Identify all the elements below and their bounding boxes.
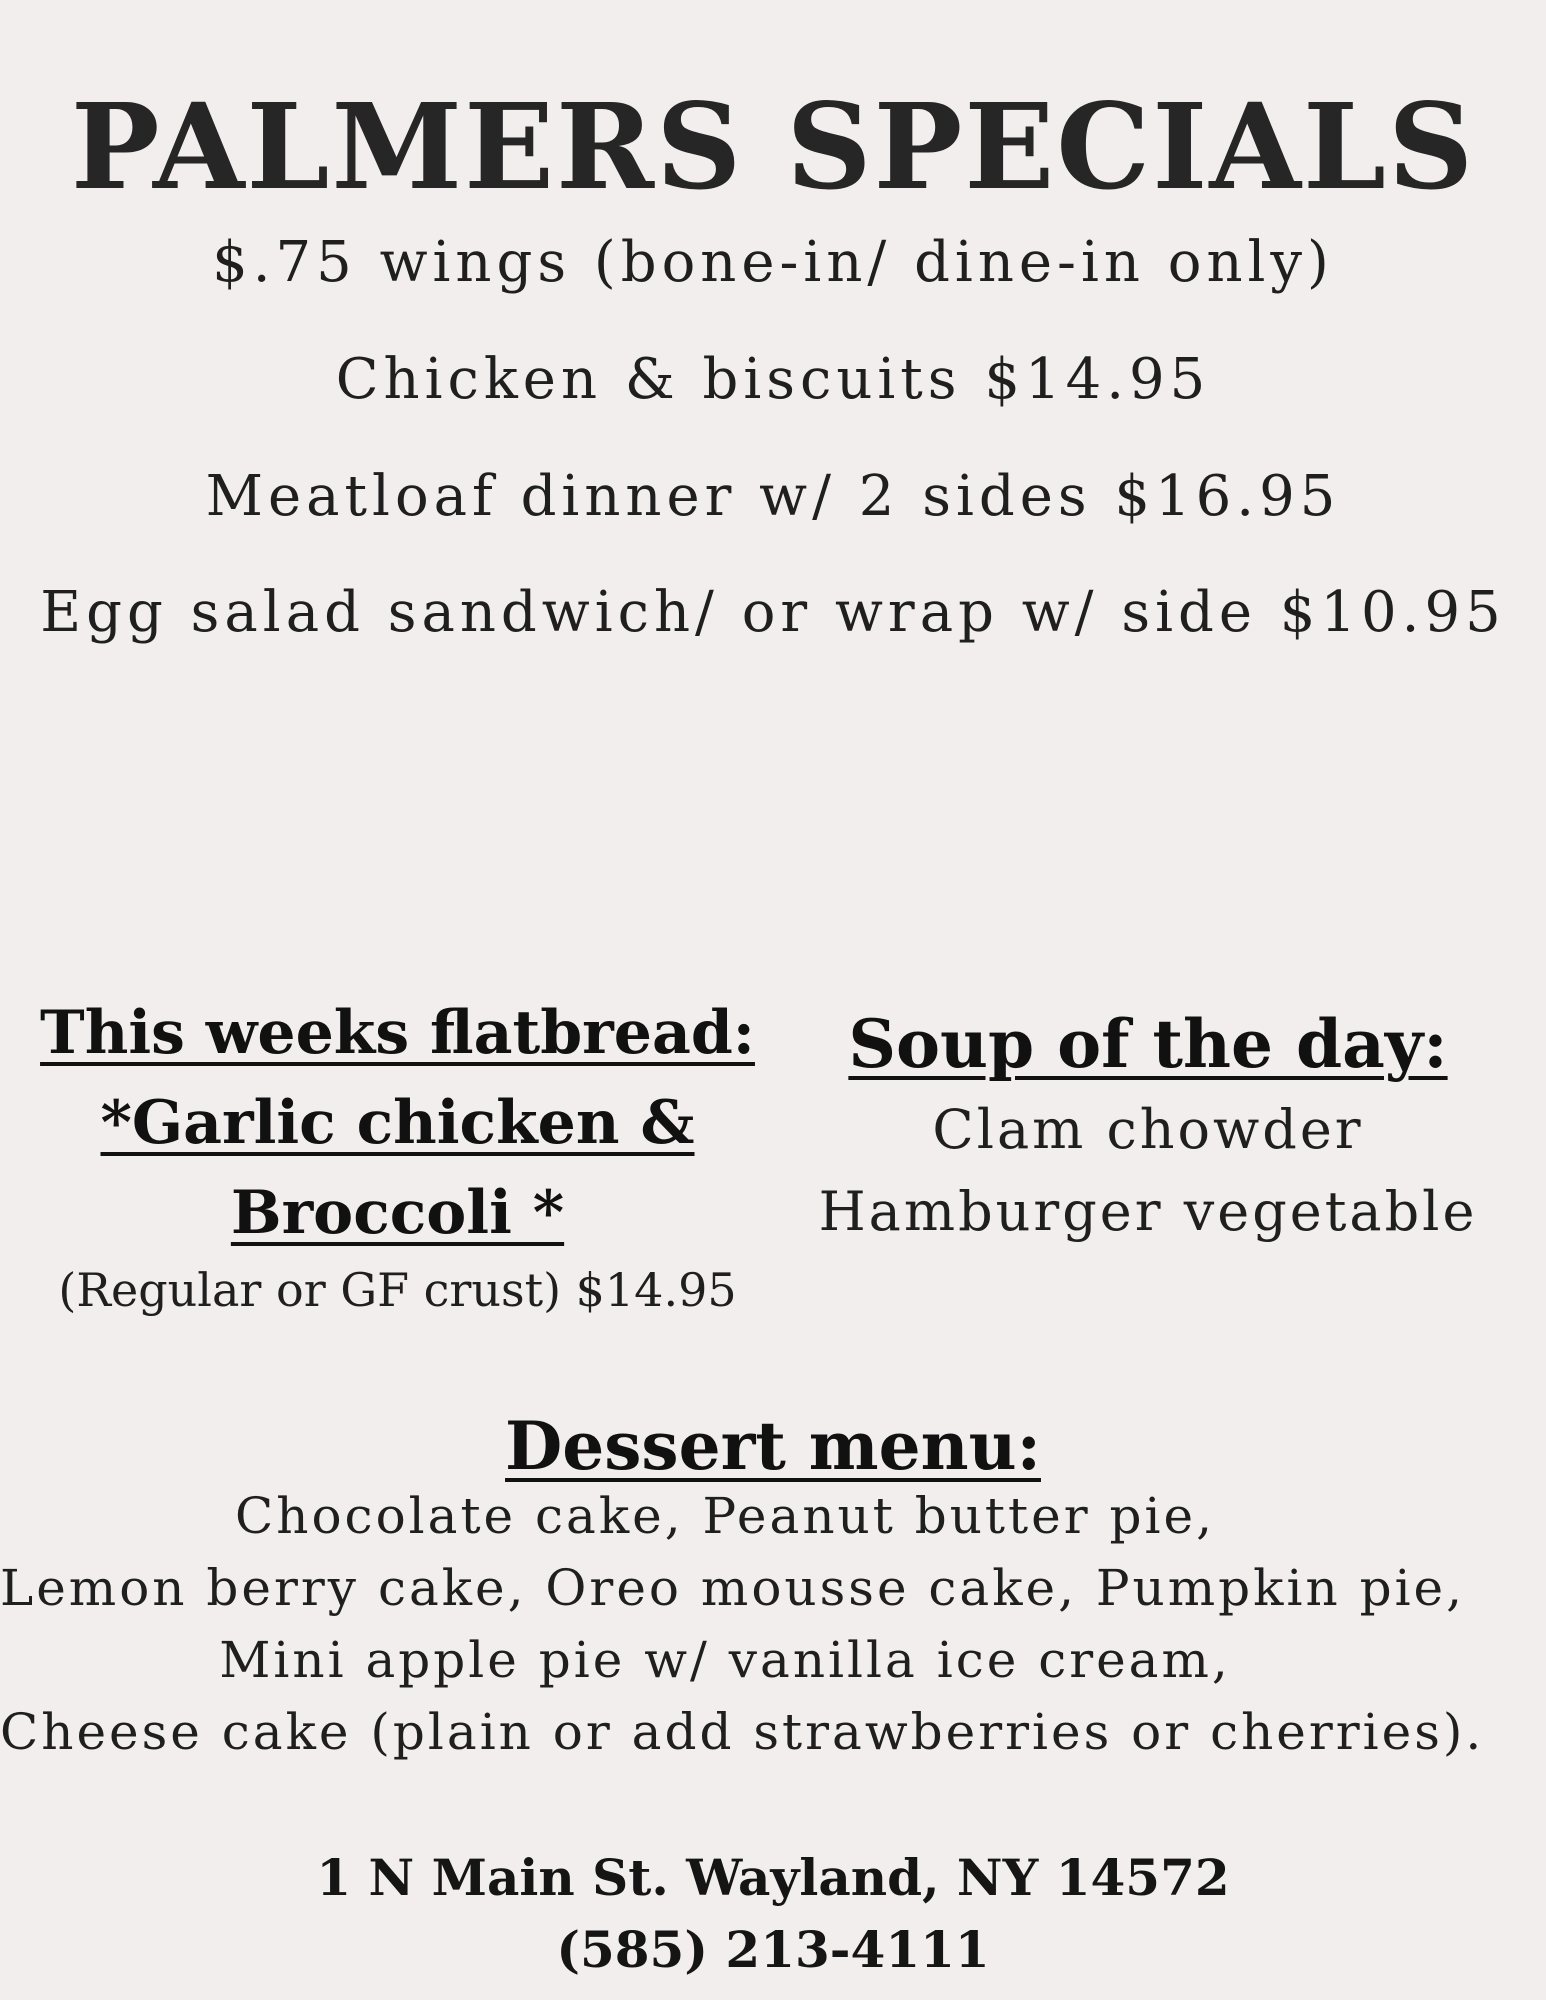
page-title: PALMERS SPECIALS <box>70 77 1476 216</box>
dessert-heading: Dessert menu: <box>505 1407 1041 1485</box>
flatbread-name: *Garlic chicken & <box>100 1088 695 1158</box>
soup-item-hamburger-vegetable: Hamburger vegetable <box>818 1180 1478 1243</box>
restaurant-phone: (585) 213-4111 <box>556 1920 990 1979</box>
flatbread-name-continued: Broccoli * <box>230 1178 565 1248</box>
special-item-meatloaf: Meatloaf dinner w/ 2 sides $16.95 <box>205 464 1341 529</box>
dessert-line-3: Mini apple pie w/ vanilla ice cream, <box>219 1631 1231 1689</box>
special-item-chicken-biscuits: Chicken & biscuits $14.95 <box>335 347 1211 412</box>
flatbread-crust-price: (Regular or GF crust) $14.95 <box>58 1263 737 1317</box>
soup-heading: Soup of the day: <box>848 1005 1448 1083</box>
special-item-egg-salad: Egg salad sandwich/ or wrap w/ side $10.95 <box>40 580 1506 645</box>
special-item-wings: $.75 wings (bone-in/ dine-in only) <box>212 230 1334 295</box>
dessert-line-2: Lemon berry cake, Oreo mousse cake, Pumpkin pie, <box>0 1559 1466 1617</box>
dessert-line-1: Chocolate cake, Peanut butter pie, <box>235 1487 1215 1545</box>
flatbread-heading: This weeks flatbread: <box>40 998 755 1068</box>
dessert-line-4: Cheese cake (plain or add strawberries or cherries). <box>0 1703 1485 1761</box>
soup-item-clam-chowder: Clam chowder <box>932 1098 1364 1161</box>
restaurant-address: 1 N Main St. Wayland, NY 14572 <box>316 1848 1230 1907</box>
